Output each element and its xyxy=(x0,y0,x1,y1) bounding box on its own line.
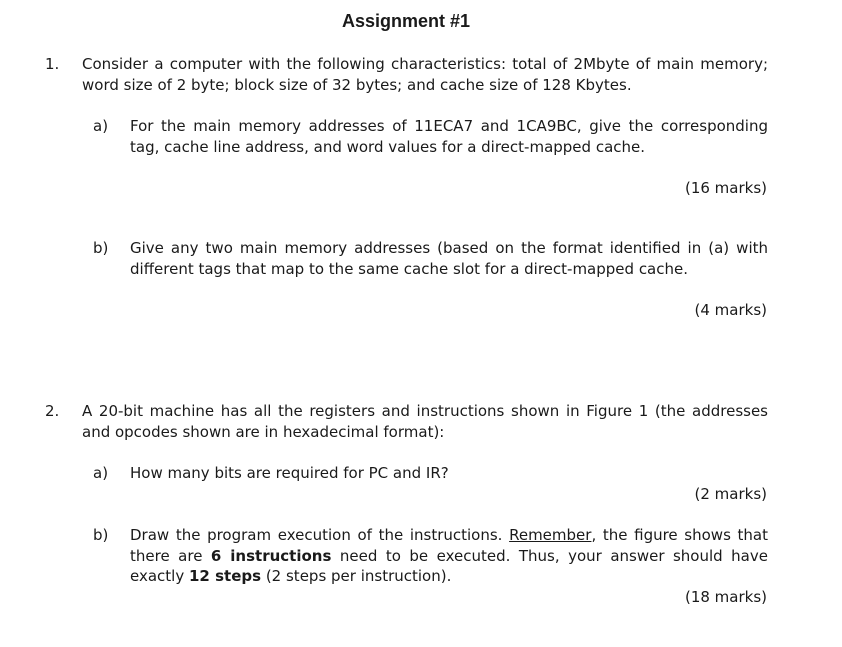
question-2b-text-part4: (2 steps per instruction). xyxy=(265,567,452,585)
question-1-text: Consider a computer with the following characteristics: total of 2Mbyte of main memory; word size of 2 byte; block size of 32 bytes; and cache size of 128 Kbytes. xyxy=(82,55,768,94)
question-1-number: 1. xyxy=(45,55,60,73)
question-2b-label: b) xyxy=(93,526,109,544)
question-2a-text: How many bits are required for PC and IR? xyxy=(130,464,449,482)
question-2b-text-part1: Draw the program execution of the instructions. xyxy=(130,526,503,544)
question-1a-text: For the main memory addresses of 11ECA7 and 1CA9BC, give the corresponding tag, cache line address, and word values for a direct-mapped cache. xyxy=(130,117,768,156)
question-2-text: A 20-bit machine has all the registers and instructions shown in Figure 1 (the addresses and opcodes shown are in hexadecimal format): xyxy=(82,402,768,441)
question-2a-marks: (2 marks) xyxy=(694,485,767,503)
question-1a-marks: (16 marks) xyxy=(684,179,767,197)
question-2b-bold-instructions: 6 instructions xyxy=(210,546,332,565)
question-1b-text: Give any two main memory addresses (based on the format identified in (a) with different tags that map to the same cache slot for a direct-mapped cache. xyxy=(130,239,768,278)
question-2b-remember: Remember xyxy=(509,526,592,544)
question-2b-text-part3: need to be executed. Thus, your answer should have exactly xyxy=(130,546,768,585)
question-2b-text xyxy=(130,525,768,587)
question-2b-marks: (18 marks) xyxy=(684,588,767,606)
question-1a-label: a) xyxy=(93,117,109,135)
question-1b-label: b) xyxy=(93,239,109,257)
question-2b-bold-steps: 12 steps xyxy=(189,567,262,585)
assignment-title: Assignment #1 xyxy=(341,11,471,31)
question-1b-marks: (4 marks) xyxy=(694,301,767,319)
question-2-number: 2. xyxy=(45,402,60,420)
question-2a-label: a) xyxy=(93,464,109,482)
question-2b-text-part2: , the figure shows that there are xyxy=(130,526,768,565)
